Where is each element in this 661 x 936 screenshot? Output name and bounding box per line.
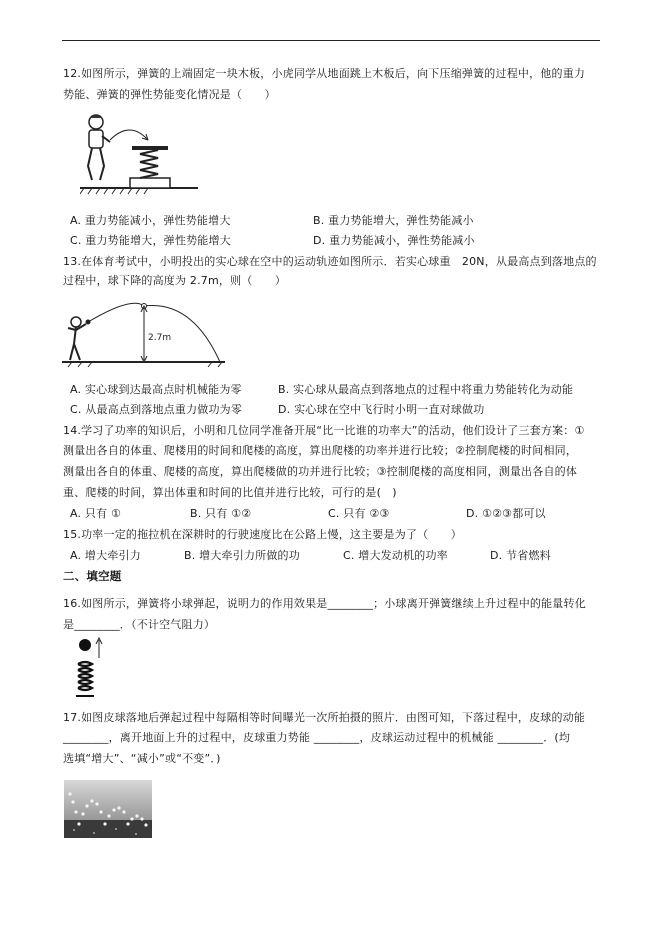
q12-option-b: B. 重力势能增大，弹性势能减小 xyxy=(313,214,474,227)
q12-stem-line2: 势能、弹簧的弹性势能变化情况是（ ） xyxy=(63,88,276,101)
q14-stem-line4: 重、爬楼的时间，算出体重和时间的比值并进行比较，可行的是( ) xyxy=(63,486,397,499)
q15-stem-line1: 15.功率一定的拖拉机在深耕时的行驶速度比在公路上慢，这主要是为了（ ） xyxy=(63,528,462,541)
q14-option-c: C. 只有 ②③ xyxy=(328,507,390,520)
q16-stem-line2: 是________．（不计空气阻力） xyxy=(63,618,216,631)
q14-stem-line1: 14.学习了功率的知识后，小明和几位同学准备开展“比一比谁的功率大”的活动，他们设计了三套方案：① xyxy=(63,424,585,437)
q13-option-c: C. 从最高点到落地点重力做功为零 xyxy=(70,403,243,416)
q15-option-c: C. 增大发动机的功率 xyxy=(343,549,448,562)
q17-stem-line1: 17.如图皮球落地后弹起过程中每隔相等时间曝光一次所拍摄的照片．由图可知，下落过程中，皮球的动能 xyxy=(63,711,586,724)
q16-stem-line1: 16.如图所示，弹簧将小球弹起，说明力的作用效果是________；小球离开弹簧继续上升过程中的能量转化 xyxy=(63,597,586,610)
q17-stem-line3: 选填“增大”、“减小”或“不变”．) xyxy=(63,752,221,765)
q13-height-label: 2.7m xyxy=(148,333,172,343)
q13-option-a: A. 实心球到达最高点时机械能为零 xyxy=(70,383,242,396)
header-rule xyxy=(62,40,600,41)
q12-stem-line1: 12.如图所示，弹簧的上端固定一块木板，小虎同学从地面跳上木板后，向下压缩弹簧的过程中，他的重力 xyxy=(63,67,586,80)
q17-figure-bouncing-ball-photo xyxy=(64,780,152,838)
q12-option-c: C. 重力势能增大，弹性势能增大 xyxy=(70,234,231,247)
q15-option-d: D. 节省燃料 xyxy=(490,549,551,562)
q16-figure-spring-ball xyxy=(74,636,110,700)
q17-stem-line2: ________，离开地面上升的过程中，皮球重力势能 ________，皮球运动过程中的机械能 ________．(均 xyxy=(63,731,571,744)
q13-stem-line2: 过程中，球下降的高度为 2.7m，则（ ） xyxy=(63,274,287,287)
q13-option-b: B. 实心球从最高点到落地点的过程中将重力势能转化为动能 xyxy=(278,383,574,396)
q12-option-a: A. 重力势能减小，弹性势能增大 xyxy=(70,214,231,227)
q15-option-b: B. 增大牵引力所做的功 xyxy=(184,549,300,562)
q14-stem-line3: 测量出各自的体重、爬楼的高度，算出爬楼做的功并进行比较；③控制爬楼的高度相同，测量出各自的体 xyxy=(63,465,578,478)
q14-option-a: A. 只有 ① xyxy=(70,507,122,520)
q13-option-d: D. 实心球在空中飞行时小明一直对球做功 xyxy=(278,403,485,416)
q13-figure-ball-trajectory xyxy=(62,298,227,368)
q12-figure-jump-spring xyxy=(80,110,200,195)
q14-option-d: D. ①②③都可以 xyxy=(466,507,546,520)
q14-stem-line2: 测量出各自的体重、爬楼用的时间和爬楼的高度，算出爬楼的功率并进行比较；②控制爬楼的时间相同， xyxy=(63,444,578,457)
q14-option-b: B. 只有 ①② xyxy=(190,507,252,520)
q13-stem-line1: 13.在体育考试中，小明投出的实心球在空中的运动轨迹如图所示．若实心球重 20N，从最高点到落地点的 xyxy=(63,255,597,268)
q12-option-d: D. 重力势能减小，弹性势能减小 xyxy=(313,234,475,247)
section-heading-fill-in: 二、填空题 xyxy=(63,569,122,583)
q15-option-a: A. 增大牵引力 xyxy=(70,549,141,562)
